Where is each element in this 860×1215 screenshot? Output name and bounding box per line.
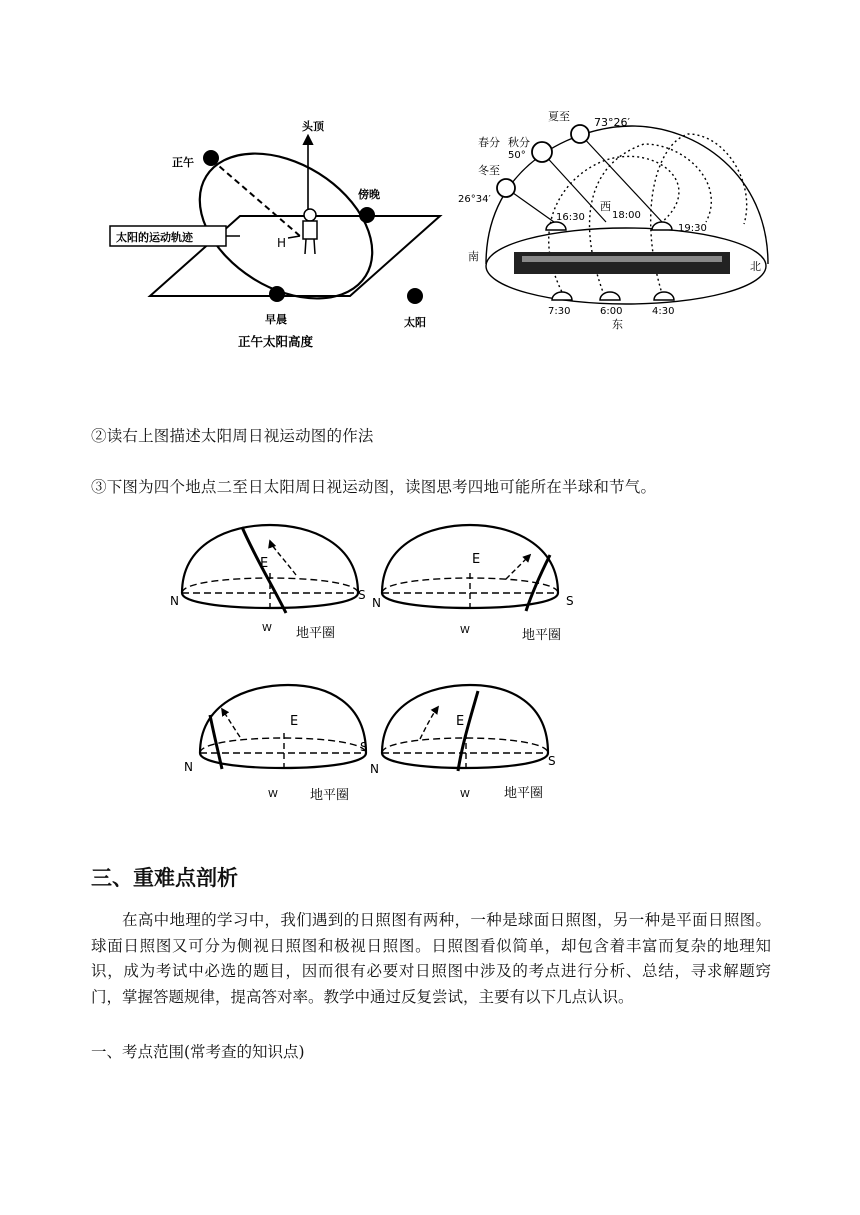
dome2-horizon-label: 地平圈 xyxy=(522,628,562,643)
h-label: H xyxy=(277,236,287,250)
noon-sun-dot xyxy=(203,150,219,166)
dome4-n-label: N xyxy=(370,762,379,776)
sun-label: 太阳 xyxy=(404,316,426,329)
dome-1 xyxy=(182,525,358,613)
summer-angle-label: 73°26′ xyxy=(594,116,630,129)
winter-angle-label: 26°34′ xyxy=(458,194,491,205)
observer-figure xyxy=(303,209,317,254)
dome3-n-label: N xyxy=(184,760,193,774)
noon-label: 正午 xyxy=(172,156,194,169)
dawn-sun-dot xyxy=(269,286,285,302)
dome4-e-label: E xyxy=(456,714,465,729)
summer-sun-icon xyxy=(571,125,589,143)
landscape-band xyxy=(514,252,730,274)
dome4-s-label: S xyxy=(548,754,556,768)
autumn-label: 秋分 xyxy=(508,136,530,149)
section-paragraph: 在高中地理的学习中，我们遇到的日照图有两种，一种是球面日照图，另一种是平面日照图。球面日照图又可分为侧视日照图和极视日照图。日照图看似简单，却包含着丰富而复杂的地理知识，成为考试中必选的题目，因而很有必要对日照图中涉及的考点进行分析、总结，寻求解题窍门，掌握答题规律，提高答对率。教学中通过反复尝试，主要有以下几点认识。 xyxy=(91,911,771,1006)
east-label: 东 xyxy=(612,318,623,331)
evening-sun-dot xyxy=(359,207,375,223)
dome1-e-label: E xyxy=(260,556,269,571)
dome-4 xyxy=(382,685,548,773)
dome2-w-label: W xyxy=(460,625,470,636)
time-0430: 4:30 xyxy=(652,306,675,317)
dome-3 xyxy=(200,685,366,773)
winter-solstice-label: 冬至 xyxy=(478,164,500,177)
dome4-horizon-label: 地平圈 xyxy=(504,786,544,801)
dome3-horizon-label: 地平圈 xyxy=(310,788,350,803)
dome2-n-label: N xyxy=(372,596,381,610)
dawn-label: 早晨 xyxy=(265,313,287,326)
dome2-e-label: E xyxy=(472,552,481,567)
question-2: ②读右上图描述太阳周日视运动图的作法 xyxy=(91,427,374,445)
time-1800: 18:00 xyxy=(612,210,641,221)
time-1930: 19:30 xyxy=(678,223,707,234)
dome1-n-label: N xyxy=(170,594,179,608)
dome3-e-label: E xyxy=(290,714,299,729)
dome1-s-label: S xyxy=(358,588,366,602)
summer-solstice-label: 夏至 xyxy=(548,110,570,123)
equinox-angle-label: 50° xyxy=(508,150,526,161)
dome1-horizon-label: 地平圈 xyxy=(296,626,336,641)
altitude-caption: 正午太阳高度 xyxy=(238,334,314,349)
dome-2 xyxy=(382,525,558,613)
sun-legend-dot xyxy=(407,288,423,304)
equinox-sun-icon xyxy=(532,142,552,162)
sun-path-dome-figure xyxy=(456,104,776,338)
evening-label: 傍晚 xyxy=(358,188,380,201)
dome3-s-label: S xyxy=(360,740,368,754)
noon-ray xyxy=(212,160,300,236)
north-label: 北 xyxy=(750,260,761,273)
trajectory-label: 太阳的运动轨迹 xyxy=(116,231,193,244)
spring-label: 春分 xyxy=(478,136,500,149)
section-title: 三、重难点剖析 xyxy=(91,866,238,890)
time-0730: 7:30 xyxy=(548,306,571,317)
noon-sun-altitude-figure xyxy=(100,108,460,358)
dome4-w-label: W xyxy=(460,789,470,800)
time-0600: 6:00 xyxy=(600,306,623,317)
winter-sun-icon xyxy=(497,179,515,197)
zenith-label: 头顶 xyxy=(302,120,324,133)
question-3: ③下图为四个地点二至日太阳周日视运动图，读图思考四地可能所在半球和节气。 xyxy=(91,478,657,496)
south-label: 南 xyxy=(468,250,479,263)
dome1-w-label: W xyxy=(262,623,272,634)
west-label: 西 xyxy=(600,200,611,213)
four-domes-figure xyxy=(160,515,580,815)
time-1630: 16:30 xyxy=(556,212,585,223)
subheading-exam-scope: 一、考点范围(常考查的知识点) xyxy=(91,1043,305,1061)
dome3-w-label: W xyxy=(268,789,278,800)
dome2-s-label: S xyxy=(566,594,574,608)
